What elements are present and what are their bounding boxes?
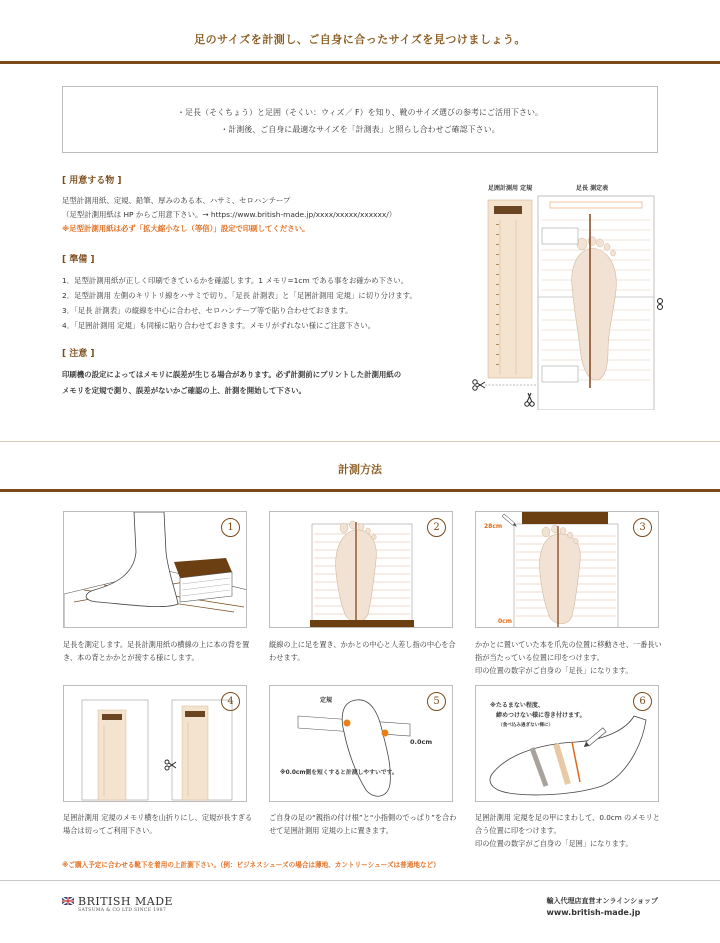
caution-line-2: メモリを定規で測り、誤差がないかご確認の上、計測を開始して下さい。 bbox=[62, 386, 306, 395]
preparation-section bbox=[62, 253, 472, 333]
step-5-note: ※0.0cm側を短くすると計測しやすいです。 bbox=[280, 770, 398, 776]
shop-name: 輸入代理店直営オンラインショップ bbox=[546, 897, 658, 905]
method-rule bbox=[0, 489, 720, 492]
step-6-caption-line-2: 印の位置の数字がご自身の「足囲」になります。 bbox=[475, 839, 633, 848]
caution-line-1: 印刷機の設定によってはメモリに誤差が生じる場合があります。必ず計測前にプリントした計測用紙の bbox=[62, 370, 402, 379]
step-1-number: 1 bbox=[221, 518, 240, 537]
preparation-heading: [ 準備 ] bbox=[62, 255, 95, 265]
step-6-caption-line-1: 足囲計測用 定規を足の甲にまわして、0.0cm のメモリと合う位置に印をつけます。 bbox=[475, 813, 660, 835]
prepare-items-heading: [ 用意する物 ] bbox=[62, 176, 122, 186]
step-3-label-28cm: 28cm bbox=[484, 523, 503, 530]
step-5-number: 5 bbox=[427, 692, 446, 711]
header-rule bbox=[0, 61, 720, 64]
step-6-note-3: （食べ込み過ぎない様に） bbox=[498, 723, 554, 728]
print-warning: ※足型計測用紙は必ず「拡大縮小なし（等倍）」設定で印刷してください。 bbox=[62, 224, 310, 233]
step-3-illustration bbox=[476, 512, 659, 628]
step-4-number: 4 bbox=[221, 692, 240, 711]
step-6-number: 6 bbox=[633, 692, 652, 711]
footer-divider bbox=[0, 880, 720, 881]
intro-box bbox=[62, 86, 658, 153]
step-3-caption-line-1: かかとに置いていた本を爪先の位置に移動させ、一番長い指が当たっている位置に印をつけます。 bbox=[475, 640, 662, 662]
ruler-label: 足囲計測用 定規 bbox=[488, 185, 533, 192]
preparation-step-3: 3．「足長 計測表」の縦線を中心に合わせ、セロハンテープ等で貼り合わせておきます。 bbox=[62, 306, 353, 315]
logo-subtitle: SATSUMA & CO LTD SINCE 1987 bbox=[78, 908, 167, 913]
step-3-caption-line-2: 印の位置の数字がご自身の「足長」になります。 bbox=[475, 666, 633, 675]
union-flag-icon bbox=[62, 897, 74, 905]
british-made-logo bbox=[62, 893, 202, 919]
caution-section bbox=[62, 347, 472, 399]
step-5-illustration bbox=[270, 686, 453, 802]
prepare-items-line-1: 足型計測用紙、定規、鉛筆、厚みのある本、ハサミ、セロハンテープ bbox=[62, 196, 291, 205]
step-5-ruler-label: 定規 bbox=[320, 697, 333, 704]
step-4-caption: 足囲計測用 定規のメモリ横を山折りにし、定規が長すぎる場合は切ってご利用下さい。 bbox=[63, 813, 253, 835]
step-1-panel bbox=[63, 511, 247, 628]
section-divider bbox=[0, 441, 720, 442]
step-6-panel bbox=[475, 685, 659, 802]
method-title: 計測方法 bbox=[338, 463, 382, 476]
step-1-illustration bbox=[64, 512, 247, 628]
step-6-note-1: ※たるまない程度、 bbox=[490, 702, 544, 709]
step-1-caption: 足長を測定します。足長計測用紙の横線の上に本の背を置き、本の背とかかとが接する様にします。 bbox=[63, 640, 250, 662]
step-5-caption: ご自身の足の“親指の付け根”と“小指側のでっぱり”を合わせて足囲計測用 定規の上に置きます。 bbox=[269, 813, 457, 835]
logo-wordmark: BRITISH MADE bbox=[78, 895, 174, 908]
step-3-panel bbox=[475, 511, 659, 628]
measurement-sheet-diagram bbox=[470, 180, 670, 410]
preparation-step-4: 4．「足囲計測用 定規」も同様に貼り合わせておきます。メモリがずれない様にご注意下さい。 bbox=[62, 321, 376, 330]
step-2-caption: 縦線の上に足を置き、かかとの中心と人差し指の中心を合わせます。 bbox=[269, 640, 456, 662]
step-6-illustration bbox=[476, 686, 659, 802]
step-3-number: 3 bbox=[633, 518, 652, 537]
step-2-illustration bbox=[270, 512, 453, 628]
step-6-caption bbox=[475, 811, 665, 850]
intro-line-2: ・計測後、ご自身に最適なサイズを「計測表」と照らし合わせご確認下さい。 bbox=[220, 125, 500, 134]
measurement-sheet-illustration bbox=[470, 180, 670, 410]
page-title: 足のサイズを計測し、ご自身に合ったサイズを見つけましょう。 bbox=[194, 33, 526, 46]
step-3-caption bbox=[475, 638, 665, 677]
preparation-step-2: 2．足型計測用 左側のキリトリ線をハサミで切り、「足長 計測表」と「足囲計測用 定規」に切り分けます。 bbox=[62, 291, 417, 300]
step-4-illustration bbox=[64, 686, 247, 802]
step-4-panel bbox=[63, 685, 247, 802]
shop-info bbox=[547, 896, 658, 918]
step-5-zero-label: 0.0cm bbox=[410, 738, 433, 746]
step-6-note-2: 締めつけない様に巻き付けます。 bbox=[496, 712, 586, 719]
step-2-number: 2 bbox=[427, 518, 446, 537]
caution-heading: [ 注意 ] bbox=[62, 349, 95, 359]
prepare-items-line-2: （足型計測用紙は HP からご用意下さい。→ https://www.british-made.jp/xxxx/xxxxx/xxxxxx/） bbox=[62, 210, 397, 219]
shop-url[interactable]: www.british-made.jp bbox=[546, 908, 641, 917]
step-2-panel bbox=[269, 511, 453, 628]
intro-line-1: ・足長（そくちょう）と足囲（そくい：ウィズ／ F）を知り、靴のサイズ選びの参考にご活用下さい。 bbox=[176, 108, 544, 117]
preparation-step-1: 1．足型計測用紙が正しく印刷できているかを確認します。1 メモリ=1cm である事をお確かめ下さい。 bbox=[62, 276, 409, 285]
prepare-items-section bbox=[62, 174, 472, 236]
step-5-panel bbox=[269, 685, 453, 802]
sock-note: ※ご購入予定に合わせる靴下を着用の上計測下さい。（例：ビジネスシューズの場合は薄地、カントリーシューズは普通地など） bbox=[62, 861, 440, 869]
chart-label: 足長 測定表 bbox=[576, 185, 609, 192]
step-3-label-0cm: 0cm bbox=[498, 618, 512, 625]
